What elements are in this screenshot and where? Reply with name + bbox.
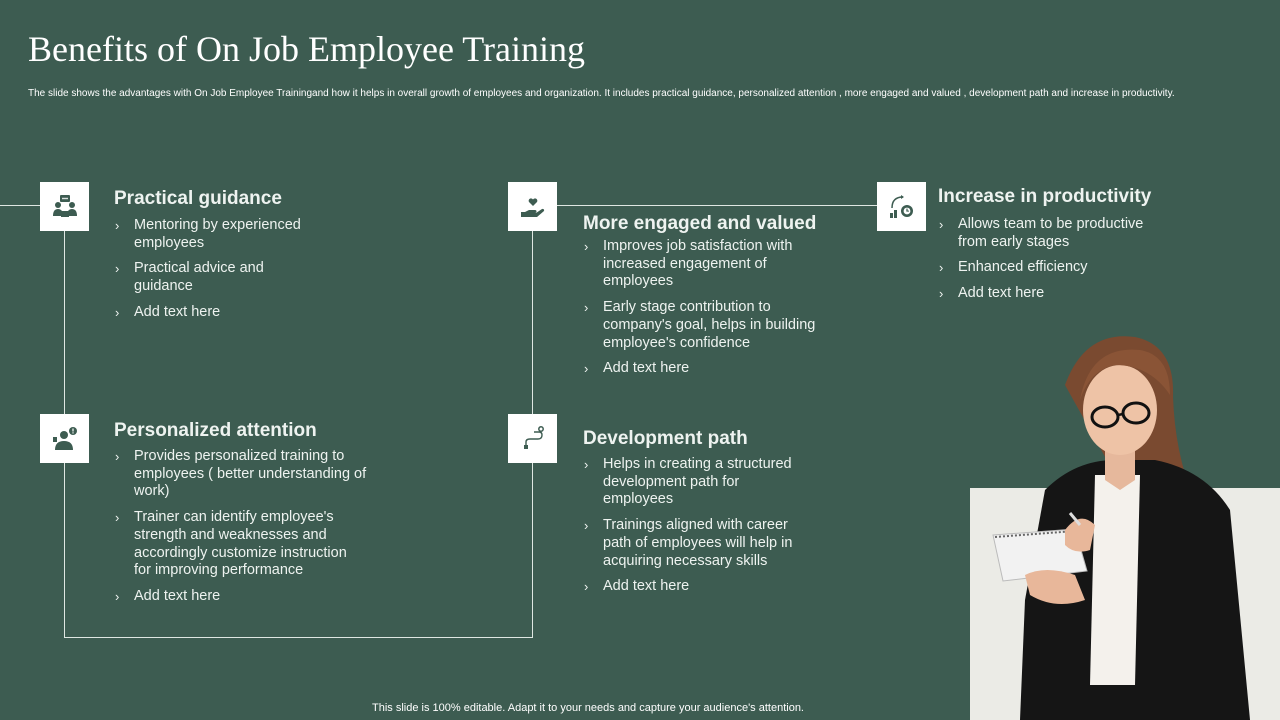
productivity-icon-box [877,182,926,231]
more-engaged-list [584,238,829,386]
businesswoman-photo [985,325,1280,720]
connector-left-vertical [64,231,65,414]
list-item: › Helps in creating a structured development path for employees [584,456,792,508]
practical-guidance-list [115,217,325,330]
development-path-heading: Development path [583,428,748,449]
list-item: › Add text here [939,285,1045,302]
list-item: › Practical advice and guidance [115,260,264,295]
productivity-list [939,216,1164,311]
personalized-attention-heading: Personalized attention [114,420,317,441]
list-item: › Early stage contribution to company's goal, helps in building employee's confidence [584,299,816,351]
list-item: › Add text here [115,303,221,320]
productivity-heading: Increase in productivity [938,186,1152,207]
list-item: › Add text here [584,360,690,377]
more-engaged-heading: More engaged and valued [583,213,817,234]
connector-left-lower-vertical [64,463,65,637]
practical-guidance-icon-box [40,182,89,231]
connector-left-stub [0,205,40,206]
hand-heart-icon [518,192,548,222]
list-item: › Allows team to be productive from early stages [939,216,1144,250]
list-item: › Trainer can identify employee's strength and weaknesses and accordingly customize instruction for improving performance [115,509,347,579]
list-item: › Improves job satisfaction with increased engagement of employees [584,238,793,290]
connector-bottom [64,637,533,638]
list-item: › Add text here [584,578,690,595]
more-engaged-icon-box [508,182,557,231]
list-item: › Provides personalized training to employees ( better understanding of work) [115,448,367,500]
list-item: › Trainings aligned with career path of employees will help in acquiring necessary skills [584,517,793,569]
list-item: › Enhanced efficiency [939,259,1088,276]
path-icon [518,424,548,454]
slide-footer: This slide is 100% editable. Adapt it to your needs and capture your audience's attention. [372,702,804,714]
person-attention-icon [50,424,80,454]
list-item: › Add text here [115,587,221,604]
connector-middle-vertical [532,231,533,414]
productivity-gear-icon [887,192,917,222]
connector-middle-lower-vertical [532,463,533,637]
connector-top-right [557,205,877,206]
slide-title: Benefits of On Job Employee Training [28,29,585,69]
list-item: › Mentoring by experienced employees [115,217,301,251]
personalized-attention-list [115,448,373,614]
practical-guidance-heading: Practical guidance [114,188,282,209]
development-path-list [584,456,814,604]
slide-subtitle: The slide shows the advantages with On Job Employee Trainingand how it helps in overall growth of employees and organization. It includes practical guidance, personalized attention , more engaged and valued , development path and increase in productivity. [28,88,1175,99]
mentoring-icon [50,192,80,222]
personalized-attention-icon-box [40,414,89,463]
development-path-icon-box [508,414,557,463]
